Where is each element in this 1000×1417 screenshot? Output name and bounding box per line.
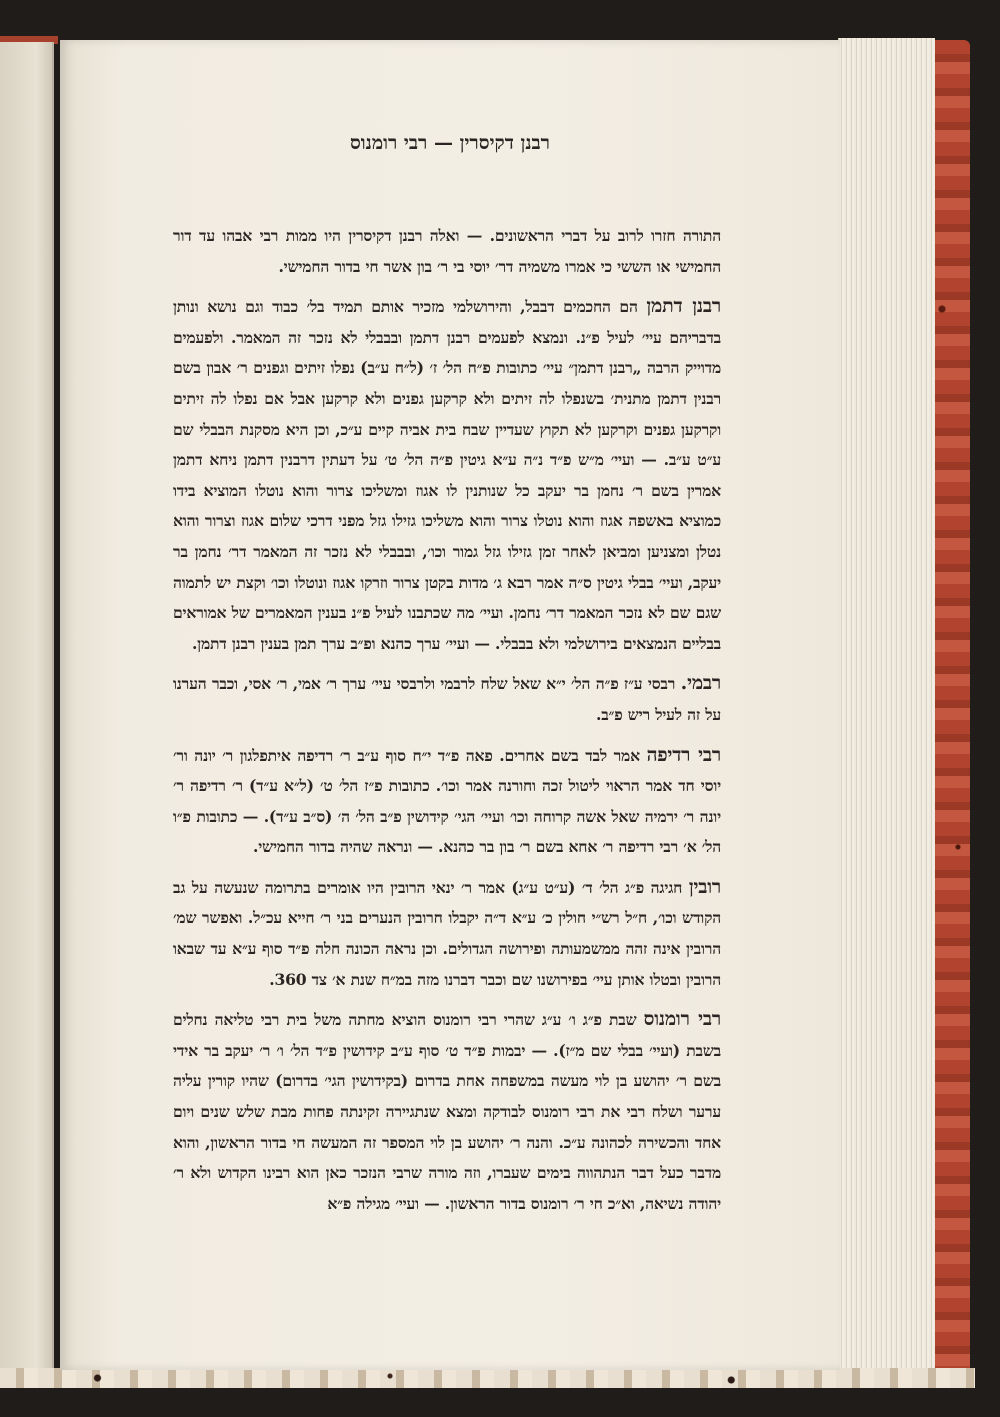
paragraph-body: אמר לבד בשם אחרים. פאה פ״ד י״ח סוף ע״ב ר׳ רדיפה איתפלגון ר׳ יונה ור׳ יוסי חד אמר הראוי ליטול זכה וחורנה אמר וכו׳. כתובות פ״ז הל׳ ט׳ (ל״א ע״ד) ר׳ רדיפה ר׳ יונה ר׳ ירמיה שאל אשה קרוחה וכו׳ ועיי׳ הגי׳ קידושין פ״ב הל׳ ה׳ (ס״ב ע״ד). — כתובות פ״ו הל׳ א׳ רבי רדיפה ר׳ אחא בשם ר׳ בון בר כהנא. — ונראה שהיה בדור החמישי.	[173, 745, 721, 857]
paragraph	[173, 1004, 721, 1219]
right-marbled-cover	[930, 40, 970, 1385]
paragraph-body: התורה חזרו לרוב על דברי הראשונים. — ואלה רבנן דקיסרין היו ממות רבי אבהו עד דור החמישי או הששי כי אמרו משמיה דר׳ יוסי בי ר׳ בון אשר חי בדור החמישי.	[173, 226, 721, 276]
left-facing-page	[0, 42, 54, 1372]
paragraph-body: שבת פ״ג ו׳ ע״ג שהרי רבי רומנוס הוציא מחתה משל בית רבי טליאה נחלים בשבת (ועיי׳ בבלי שם מ״ז). — יבמות פ״ד ט׳ סוף ע״ב קידושין פ״ד הל׳ ו׳ ר׳ יעקב בר אידי בשם ר׳ יהושע בן לוי מעשה במשפחה אחת בדרום (בקידושין הגי׳ בדרום) שהיו קורין עליה ערער ושלח רבי את רבי רומנוס לבודקה ומצא שנתגיירה זקינתה פחות מבת שלש שנים ויום אחד והכשירה לכהונה ע״כ. והנה ר׳ יהושע בן לוי המספר זה המעשה חי בדור הראשון, והוא מדבר כעל דבר הנתהווה בימים שעברו, וזה מורה שרבי הנזכר כאן הוא רבינו הקדוש ולא ר׳ יהודה נשיאה, וא״כ חי ר׳ רומנוס בדור הראשון. — ועיי׳ מגילה פ״א	[173, 1010, 721, 1213]
paragraph	[173, 220, 721, 282]
paragraph	[173, 872, 721, 995]
running-head: רבנן דקיסרין — רבי רומנוס	[349, 132, 550, 154]
book-page	[60, 40, 840, 1370]
paragraph-lead: רובין	[688, 875, 721, 898]
paragraph	[173, 668, 721, 730]
paragraph	[173, 291, 721, 659]
paragraph-body: רבסי ע״ז פ״ה הל׳ י״א שאל שלח לרבמי ולרבסי עיי׳ ערך ר׳ אמי, ר׳ אסי, וכבר הערנו על זה לעיל ריש פ״ב.	[173, 674, 721, 724]
paragraph-lead: רבמי.	[680, 672, 722, 695]
paragraph	[173, 740, 721, 863]
paragraph-lead: רבי רדיפה	[646, 743, 721, 766]
paragraph-body: הם החכמים דבבל, והירושלמי מזכיר אותם תמיד בל׳ כבוד וגם נושא ונותן בדבריהם עיי׳ לעיל פ״נ. ונמצא לפעמים רבנן דתמן ובבבלי לא נזכר זה המאמר. ולפעמים מדוייק הרבה „רבנן דתמן״ עיי׳ כתובות פ״ח הל׳ ז׳ (ל״ח ע״ב) נפלו זיתים וגפנים ר׳ אבון בשם רבנין דתמן מתנית׳ בשנפלו לה זיתים ולא קרקען גפנים ולא קרקען אבל אם נפלו לה זיתים וקרקען גפנים וקרקען לא תקוץ שעדיין שבח בית אביה קיים ע״כ, וכן היא מסקנת הבבלי שם ע״ט ע״ב. — ועיי׳ מ״ש פ״ד נ״ה ע״א גיטין פ״ה הל׳ ט׳ על דעתין דרבנין דתמן ניחא דתמן אמרין בשם ר׳ נחמן בר יעקב כל שנותנין לו אגוז ומשליכו צרור והוא נוטלו המוציא בידו כמוציא באשפה אגוז והוא נוטלו צרור והוא משליכו גזילו גזל מפני דרכי שלום אגוז וצרור והוא נטלן ומצניען ומביאן לאחר זמן גזילו גזל גמור וכו׳, ובבבלי לא נזכר זה המאמר דר׳ נחמן בר יעקב, ועיי׳ בבלי גיטין ס״ה אמר רבא ג׳ מדות בקטן צרור וזרקו אגוז ונוטלו וכו׳ וקצת יש לתמוה שגם שם לא נזכר המאמר דר׳ נחמן. ועיי׳ מה שכתבנו לעיל פ״נ בענין המאמרים של אמוראים בבליים הנמצאים בירושלמי ולא בבבלי. — ועיי׳ ערך כהנא ופ״ב ערך תמן בענין רבנן דתמן.	[173, 297, 721, 653]
paragraph-lead: רבנן דתמן	[646, 295, 721, 318]
paragraph-body: חגיגה פ״ג הל׳ ד׳ (ע״ט ע״ג) אמר ר׳ ינאי הרובין היו אומרים בתרומה שנעשה על גב הקודש וכו׳, ח״ל רש״י חולין כ׳ ע״א ד״ה יקבלו חרובין הנערים בני ר׳ חייא עכ״ל. ואפשר שמ׳ הרובין אינה זהה ממשמעותה ופירושה הגדולים. וכן נראה הכונה חלה פ״ד סוף ע״א עד שבאו הרובין ובטלו אותן עיי׳ בפירושנו שם וכבר דברנו מזה במ״ח שנת א׳ צד 360.	[173, 877, 721, 989]
paragraph-lead: רבי רומנוס	[643, 1008, 721, 1031]
bottom-marbled-cover	[0, 1368, 975, 1388]
page-edges-stack	[838, 38, 935, 1373]
page-text-block	[173, 220, 721, 1228]
